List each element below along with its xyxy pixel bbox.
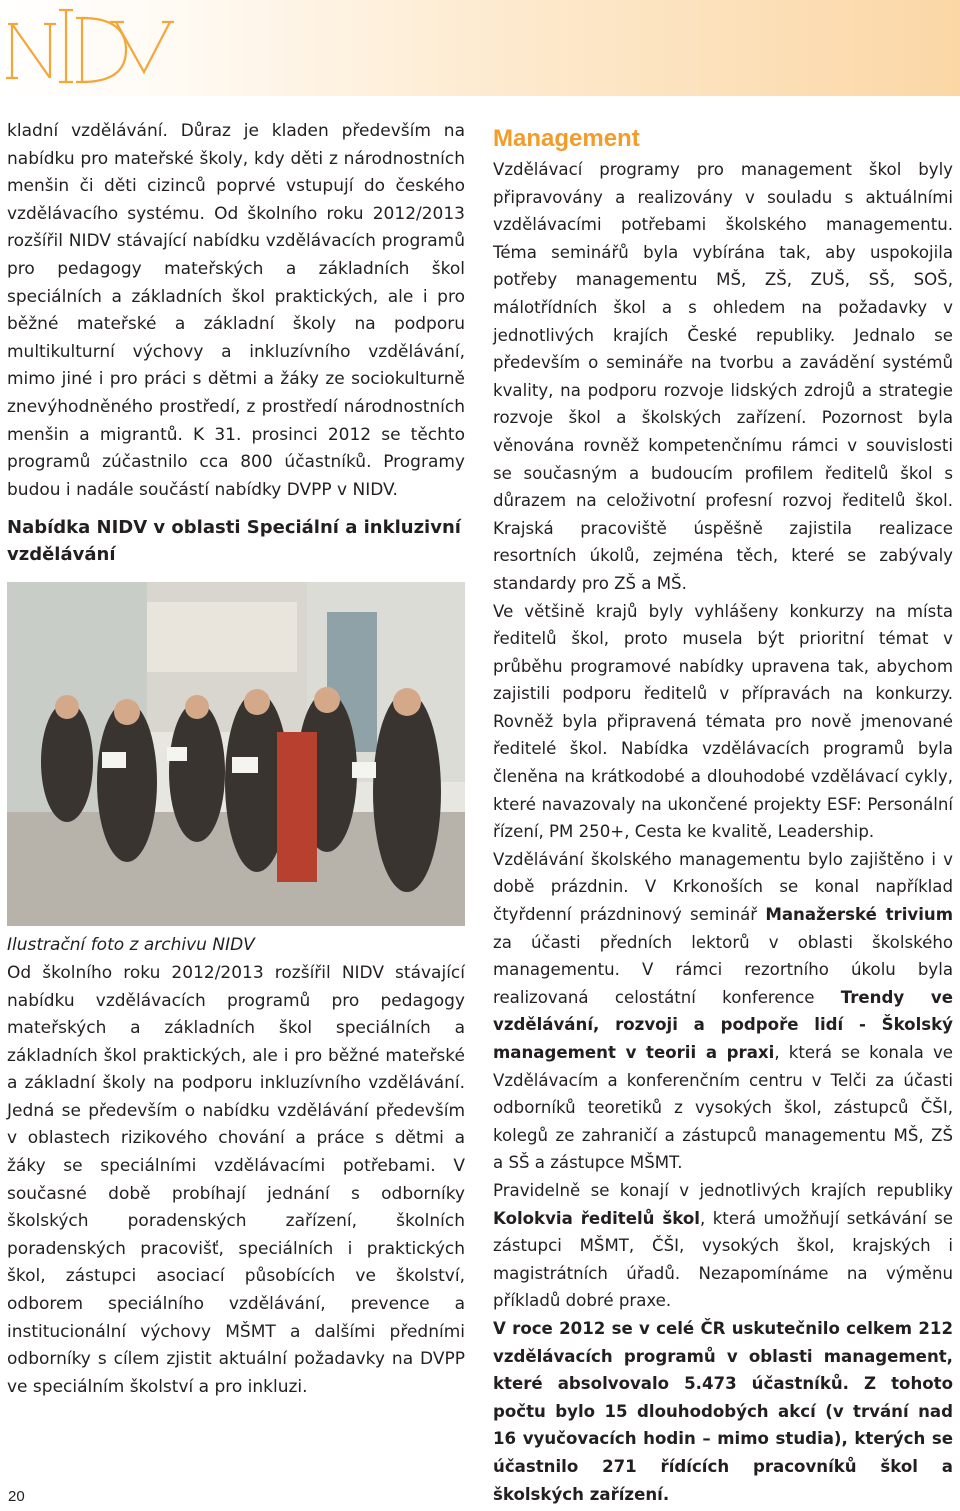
nidv-logo (4, 2, 174, 94)
p4-text-a: Pravidelně se konají v jednotlivých krajích republiky (493, 1180, 953, 1200)
management-paragraph-2: Ve většině krajů byly vyhlášeny konkurzy na místa ředitelů škol, proto musela být prioritní témat v průběhu programové nabídky upravena tak, abychom zajistili podporu ředitelů v přípravách na konkurzy. Rovněž byla připravená témata pro nově jmenované ředitelé škol. Nabídka vzdělávacích programů byla členěna na krátkodobé a dlouhodobé vzdělávací cykly, které navazovaly na ukončené projekty ESF: Personální řízení, PM 250+, Cesta ke kvalitě, Leadership. (493, 601, 953, 842)
p4-text-c: , která umožňují setkávání se zástupci MŠMT, ČŠI, vysokých škol, krajských i magistrátních úřadů. Nezapomínáme na výměnu příkladů dobré praxe. (493, 1208, 954, 1311)
intro-paragraph: kladní vzdělávání. Důraz je kladen především na nabídku pro mateřské školy, kdy děti z národnostních menšin či děti cizinců poprvé vstupují do českého vzdělávacího systému. Od školního roku 2012/2013 rozšířil NIDV stávající nabídku vzdělávacích programů pro pedagogy mateřských a základních škol speciálních a základních škol praktických, ale i pro běžné mateřské a základní školy na podporu multikulturní výchovy a inkluzívního vzdělávání, mimo jiné i pro práci s dětmi a žáky ze sociokulturně znevýhodněného prostředí, z prostředí národnostních menšin a migrantů. K 31. prosinci 2012 se těchto programů zúčastnilo cca 800 účastníků. Programy budou i nadále součástí nabídky DVPP v NIDV. (7, 121, 465, 500)
right-column (493, 118, 953, 1508)
p3-text-d: , která se konala ve Vzdělávacím a konferenčním centru v Telči za účasti odborníků teoretiků z vysokých škol, zástupců ČŠI, kolegů ze zahraničí a zástupců managementu MŠ, ZŠ a SŠ a zástupce MŠMT. (493, 1043, 953, 1173)
management-paragraph-4 (493, 1177, 953, 1315)
section-heading: Nabídka NIDV v oblasti Speciální a inkluzivní vzdělávání (7, 517, 461, 566)
management-heading: Management (493, 125, 640, 152)
photo-illustration-image (7, 582, 465, 926)
management-paragraph-3 (493, 846, 953, 1177)
left-column (7, 118, 465, 1401)
management-paragraph-1: Vzdělávací programy pro management škol byly připravovány a realizovány v souladu s aktuálními vzdělávacími potřebami školského managementu. Téma seminářů byla vybírána tak, aby uspokojila potřeby managementu MŠ, ZŠ, ZUŠ, SŠ, SOŠ, málotřídních škol a s ohledem na požadavky v jednotlivých krajích České republiky. Jednalo se především o semináře na tvorbu a zavádění systémů kvality, na podporu rozvoje lidských zdrojů a strategie rozvoje škol a školských zařízení. Pozornost byla věnována rovněž kompetenčnímu rámci v souvislosti se současným a budoucím profilem ředitelů škol s důrazem na celoživotní profesní rozvoj ředitelů škol. Krajská pracoviště úspěšně zajistila realizace resortních úkolů, zejména těch, které se zabývaly standardy pro ZŠ a MŠ. (493, 160, 953, 593)
body-paragraph: Od školního roku 2012/2013 rozšířil NIDV stávající nabídku vzdělávacích programů pro pedagogy mateřských a základních škol speciálních a základních škol praktických, ale i pro běžné mateřské a základní školy na podporu inkluzívního vzdělávání. Jedná se především o nabídku vzdělávání především v oblastech rizikového chování a práce s dětmi a žáky se speciálními vzdělávacími potřebami. V současné době probíhají jednání s odborníky školských poradenských zařízení, školních poradenských pracovišť, speciálních i praktických škol, zástupci asociací působících ve školství, odborem speciálního vzdělávání, prevence a institucionální výchovy MŠMT a dalšími předními odborníky s cílem zjistit aktuální požadavky na DVPP ve speciálním školství a pro inkluzi. (7, 962, 465, 1397)
p3-bold-conference: Trendy ve vzdělávání, rozvoji a podpoře lidí - Školský management v teorii a praxi (493, 987, 954, 1062)
page-number: 20 (8, 1488, 25, 1505)
header-band (0, 0, 960, 96)
p3-text-a: Vzdělávání školského managementu bylo zajištěno i v době prázdnin. V Krkonoších se konal například čtyřdenní prázdninový seminář (493, 849, 953, 925)
management-summary: V roce 2012 se v celé ČR uskutečnilo celkem 212 vzdělávacích programů v oblasti management, které absolvovalo 5.473 účastníků. Z tohoto počtu bylo 15 dlouhodobých akcí (v trvání nad 16 vyučovacích hodin – mimo studia), kterých se účastnilo 271 řídících pracovníků škol a školských zařízení. (493, 1318, 953, 1504)
p4-bold-kolokvia: Kolokvia ředitelů škol (493, 1208, 700, 1228)
p3-text-c: za účasti předních lektorů v oblasti školského managementu. V rámci rezortního úkolu byla realizovaná celostátní konference (493, 932, 953, 1007)
illustration-photo (7, 582, 465, 926)
p3-bold-seminar: Manažerské trivium (765, 905, 954, 925)
photo-caption: Ilustrační foto z archivu NIDV (7, 935, 255, 956)
